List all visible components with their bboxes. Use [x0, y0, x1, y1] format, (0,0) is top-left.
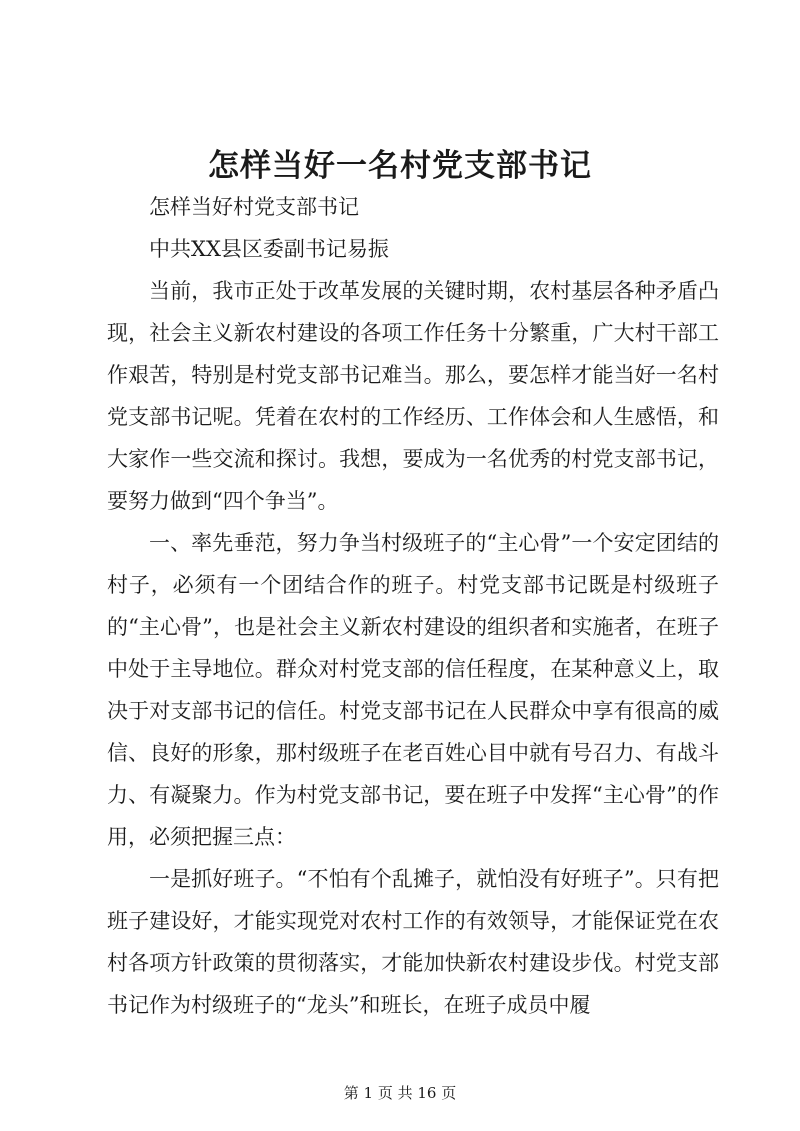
paragraph: 当前，我市正处于改革发展的关键时期，农村基层各种矛盾凸现，社会主义新农村建设的各项工作任务十分繁重，广大村干部工作艰苦，特别是村党支部书记难当。那么，要怎样才能当好一名村党支部书记呢。凭着在农村的工作经历、工作体会和人生感悟，和大家作一些交流和探讨。我想，要成为一名优秀的村党支部书记，要努力做到“四个争当”。 [107, 279, 719, 513]
author-line: 中共XX县区委副书记易振 [149, 237, 389, 261]
document-body [107, 186, 719, 1026]
paragraph: 一是抓好班子。“不怕有个乱摊子，就怕没有好班子”。只有把班子建设好，才能实现党对农村工作的有效领导，才能保证党在农村各项方针政策的贯彻落实，才能加快新农村建设步伐。村党支部书记作为村级班子的“龙头”和班长，在班子成员中履 [107, 867, 719, 1017]
subtitle: 怎样当好村党支部书记 [149, 195, 359, 219]
document-title: 怎样当好一名村党支部书记 [208, 148, 592, 184]
paragraph: 一、率先垂范，努力争当村级班子的“主心骨”一个安定团结的村子，必须有一个团结合作的班子。村党支部书记既是村级班子的“主心骨”，也是社会主义新农村建设的组织者和实施者，在班子中处于主导地位。群众对村党支部的信任程度，在某种意义上，取决于对支部书记的信任。村党支部书记在人民群众中享有很高的威信、良好的形象，那村级班子在老百姓心目中就有号召力、有战斗力、有凝聚力。作为村党支部书记，要在班子中发挥“主心骨”的作用，必须把握三点： [107, 531, 719, 849]
page-number-footer: 第 1 页 共 16 页 [343, 1084, 457, 1102]
